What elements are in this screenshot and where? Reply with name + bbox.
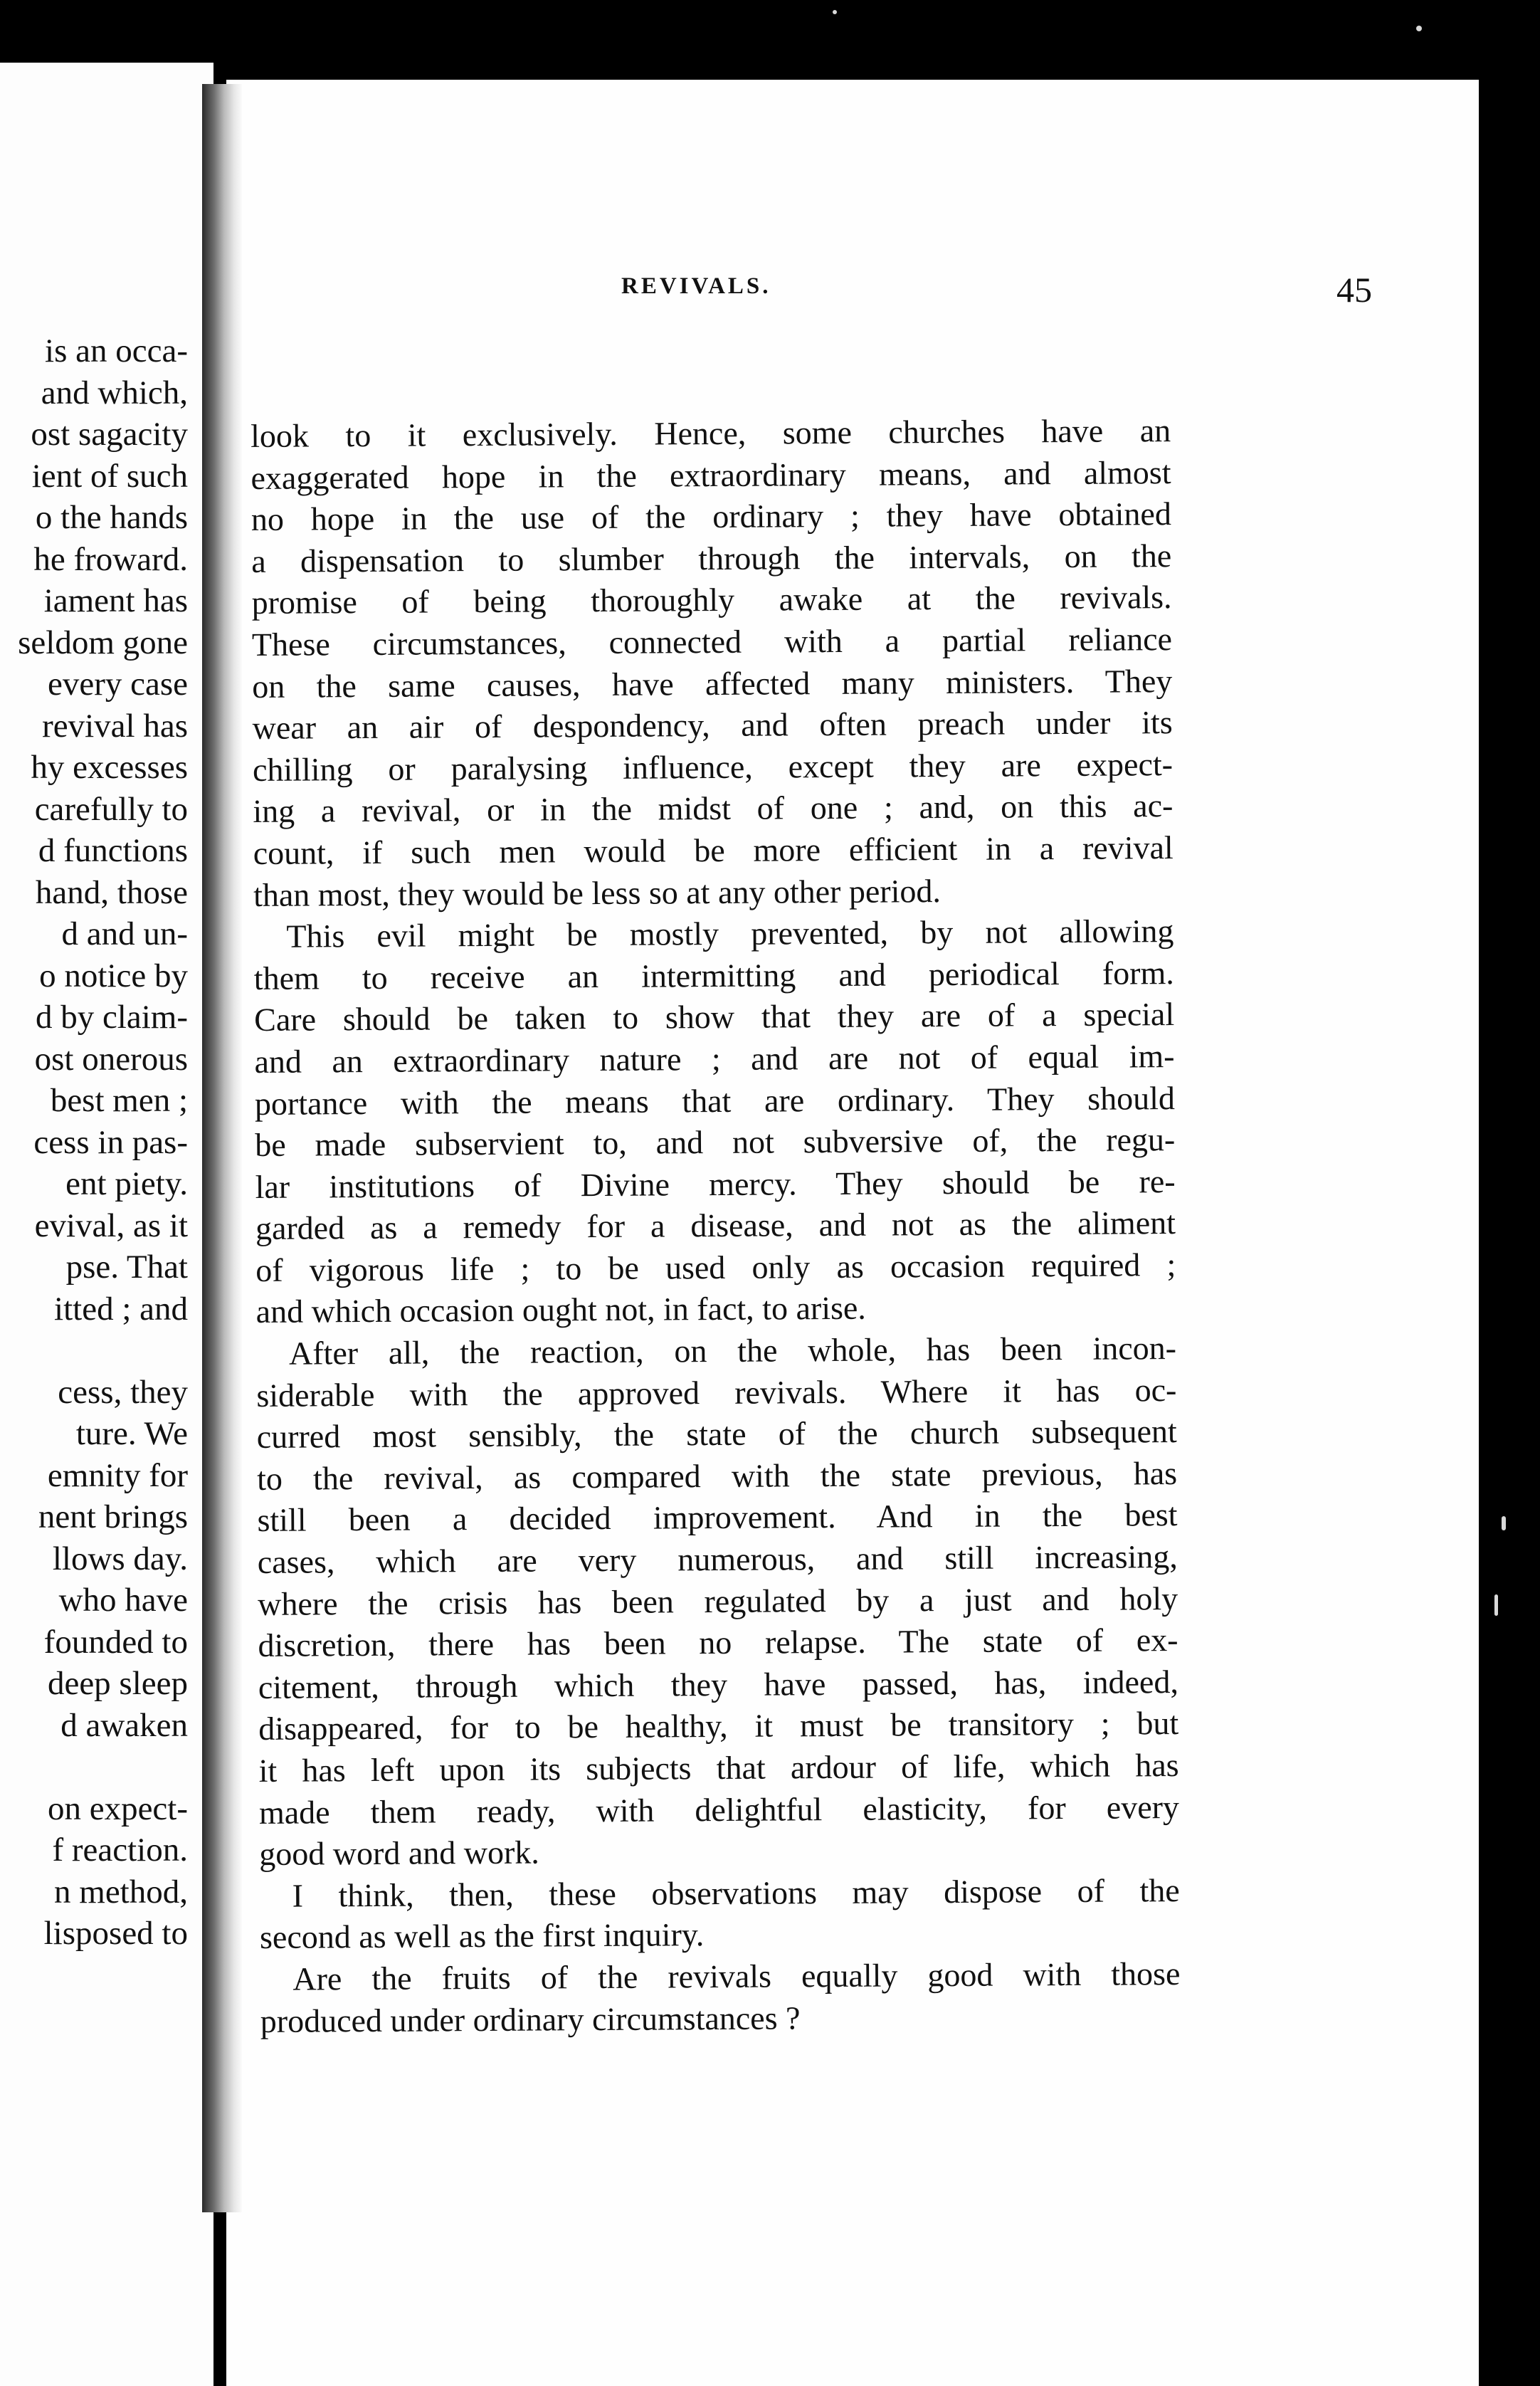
book-gutter-shadow (202, 84, 242, 2212)
previous-page-line: o the hands (35, 499, 188, 536)
previous-page-line: nent brings (38, 1498, 188, 1535)
previous-page-line: he froward. (33, 540, 188, 578)
body-line: be made subservient to, and not subversive of, the regu- (255, 1121, 1176, 1164)
body-line: produced under ordinary circumstances ? (260, 1999, 801, 2039)
previous-page-line: cess in pas- (33, 1123, 188, 1161)
previous-page-line: founded to (43, 1623, 188, 1661)
body-line: a dispensation to slumber through the intervals, on the (251, 537, 1172, 579)
body-line: no hope in the use of the ordinary ; they have obtained (250, 495, 1172, 538)
previous-page-line: d and un- (61, 915, 188, 952)
previous-page-line: revival has (42, 707, 188, 745)
body-line: on the same causes, have affected many ministers. They (252, 662, 1173, 705)
previous-page-line: deep sleep (47, 1665, 188, 1702)
body-line: cases, which are very numerous, and still increasing, (257, 1538, 1178, 1581)
running-head (226, 269, 1372, 312)
previous-page-lines (18, 330, 188, 1955)
previous-page-line: iament has (43, 582, 188, 619)
body-line: citement, through which they have passed, has, indeed, (258, 1663, 1179, 1706)
previous-page-line: evival, as it (34, 1207, 188, 1244)
body-line: and an extraordinary nature ; and are not of equal im- (254, 1037, 1175, 1080)
scan-speck (833, 10, 837, 14)
previous-page-line: d by claim- (35, 999, 188, 1036)
previous-page-line: ient of such (31, 457, 188, 495)
body-line: wear an air of despondency, and often preach under its (252, 704, 1173, 747)
previous-page-line: f reaction. (52, 1831, 188, 1869)
previous-page-line: ent piety. (65, 1165, 188, 1202)
running-title: REVIVALS. (621, 273, 771, 299)
previous-page-line: llows day. (52, 1540, 188, 1577)
body-line: exaggerated hope in the extraordinary means, and almost (250, 453, 1171, 496)
body-line: second as well as the first inquiry. (259, 1916, 705, 1956)
body-line: made them ready, with delightful elasticity, for every (258, 1788, 1180, 1831)
body-line: and which occasion ought not, in fact, to arise. (255, 1290, 866, 1330)
previous-page-fragment (0, 63, 213, 2386)
previous-page-line: who have (58, 1582, 188, 1619)
body-line: where the crisis has been regulated by a just and holy (258, 1580, 1178, 1622)
body-line: portance with the means that are ordinary. They should (254, 1079, 1176, 1122)
previous-page-line: is an occa- (45, 332, 188, 369)
scan-speck (1416, 26, 1422, 31)
previous-page-line: ture. We (75, 1415, 188, 1452)
previous-page-line (18, 1746, 188, 1788)
previous-page-line: hand, those (35, 873, 188, 911)
body-line: I think, then, these observations may dispose of the (292, 1871, 1180, 1914)
previous-page-line: emnity for (47, 1456, 188, 1494)
body-line: After all, the reaction, on the whole, has been incon- (288, 1330, 1177, 1372)
previous-page-line: pse. That (65, 1249, 188, 1286)
previous-page-line: and which, (41, 374, 188, 411)
body-line: promise of being thoroughly awake at the revivals. (251, 579, 1172, 621)
body-line: siderable with the approved revivals. Where it has oc- (256, 1371, 1177, 1414)
previous-page-line: cess, they (58, 1373, 188, 1411)
body-line: Are the fruits of the revivals equally good with those (292, 1955, 1181, 1997)
body-line: than most, they would be less so at any other period. (253, 872, 942, 913)
previous-page-line: ost sagacity (31, 416, 188, 453)
body-line: chilling or paralysing influence, except they are expect- (252, 745, 1174, 788)
body-line: garded as a remedy for a disease, and not as the aliment (255, 1204, 1176, 1247)
previous-page-line: o notice by (39, 957, 188, 994)
previous-page-line: carefully to (34, 790, 188, 828)
current-page (226, 80, 1479, 2386)
previous-page-line: hy excesses (31, 749, 188, 786)
previous-page-line: n method, (54, 1873, 188, 1911)
previous-page-line: best men ; (50, 1082, 188, 1119)
previous-page-line: itted ; and (54, 1290, 188, 1328)
previous-page-line: on expect- (47, 1790, 188, 1827)
body-line: them to receive an intermitting and periodical form. (253, 954, 1174, 997)
body-line: ing a revival, or in the midst of one ; and, on this ac- (253, 787, 1174, 830)
body-line: This evil might be mostly prevented, by not allowing (286, 913, 1174, 955)
previous-page-line: lisposed to (43, 1915, 188, 1952)
body-line: look to it exclusively. Hence, some churches have an (250, 412, 1171, 454)
previous-page-line: ost onerous (34, 1040, 188, 1078)
body-line: Care should be taken to show that they are of a special (254, 996, 1175, 1039)
body-line: of vigorous life ; to be used only as occasion required ; (255, 1246, 1176, 1288)
body-line: lar institutions of Divine mercy. They should be re- (255, 1162, 1176, 1205)
scan-speck (1494, 1594, 1498, 1616)
body-line: to the revival, as compared with the state previous, has (256, 1454, 1178, 1497)
previous-page-line: seldom gone (18, 624, 188, 661)
body-line: These circumstances, connected with a partial reliance (251, 621, 1173, 663)
scan-speck (1502, 1516, 1506, 1530)
body-line: curred most sensibly, the state of the church subsequent (256, 1413, 1177, 1456)
body-line: still been a decided improvement. And in the best (257, 1496, 1178, 1539)
body-line: it has left upon its subjects that ardour of life, which has (258, 1747, 1179, 1789)
body-line: disappeared, for to be healthy, it must be transitory ; but (258, 1705, 1179, 1748)
page-number: 45 (1336, 270, 1372, 310)
previous-page-line (18, 1330, 188, 1372)
body-line: good word and work. (259, 1834, 539, 1873)
body-text (250, 410, 1181, 2042)
previous-page-line: d awaken (60, 1706, 188, 1744)
previous-page-line: d functions (38, 832, 188, 869)
body-line: count, if such men would be more efficient in a revival (253, 829, 1174, 871)
previous-page-line: every case (48, 666, 188, 703)
body-line: discretion, there has been no relapse. The state of ex- (258, 1622, 1178, 1664)
